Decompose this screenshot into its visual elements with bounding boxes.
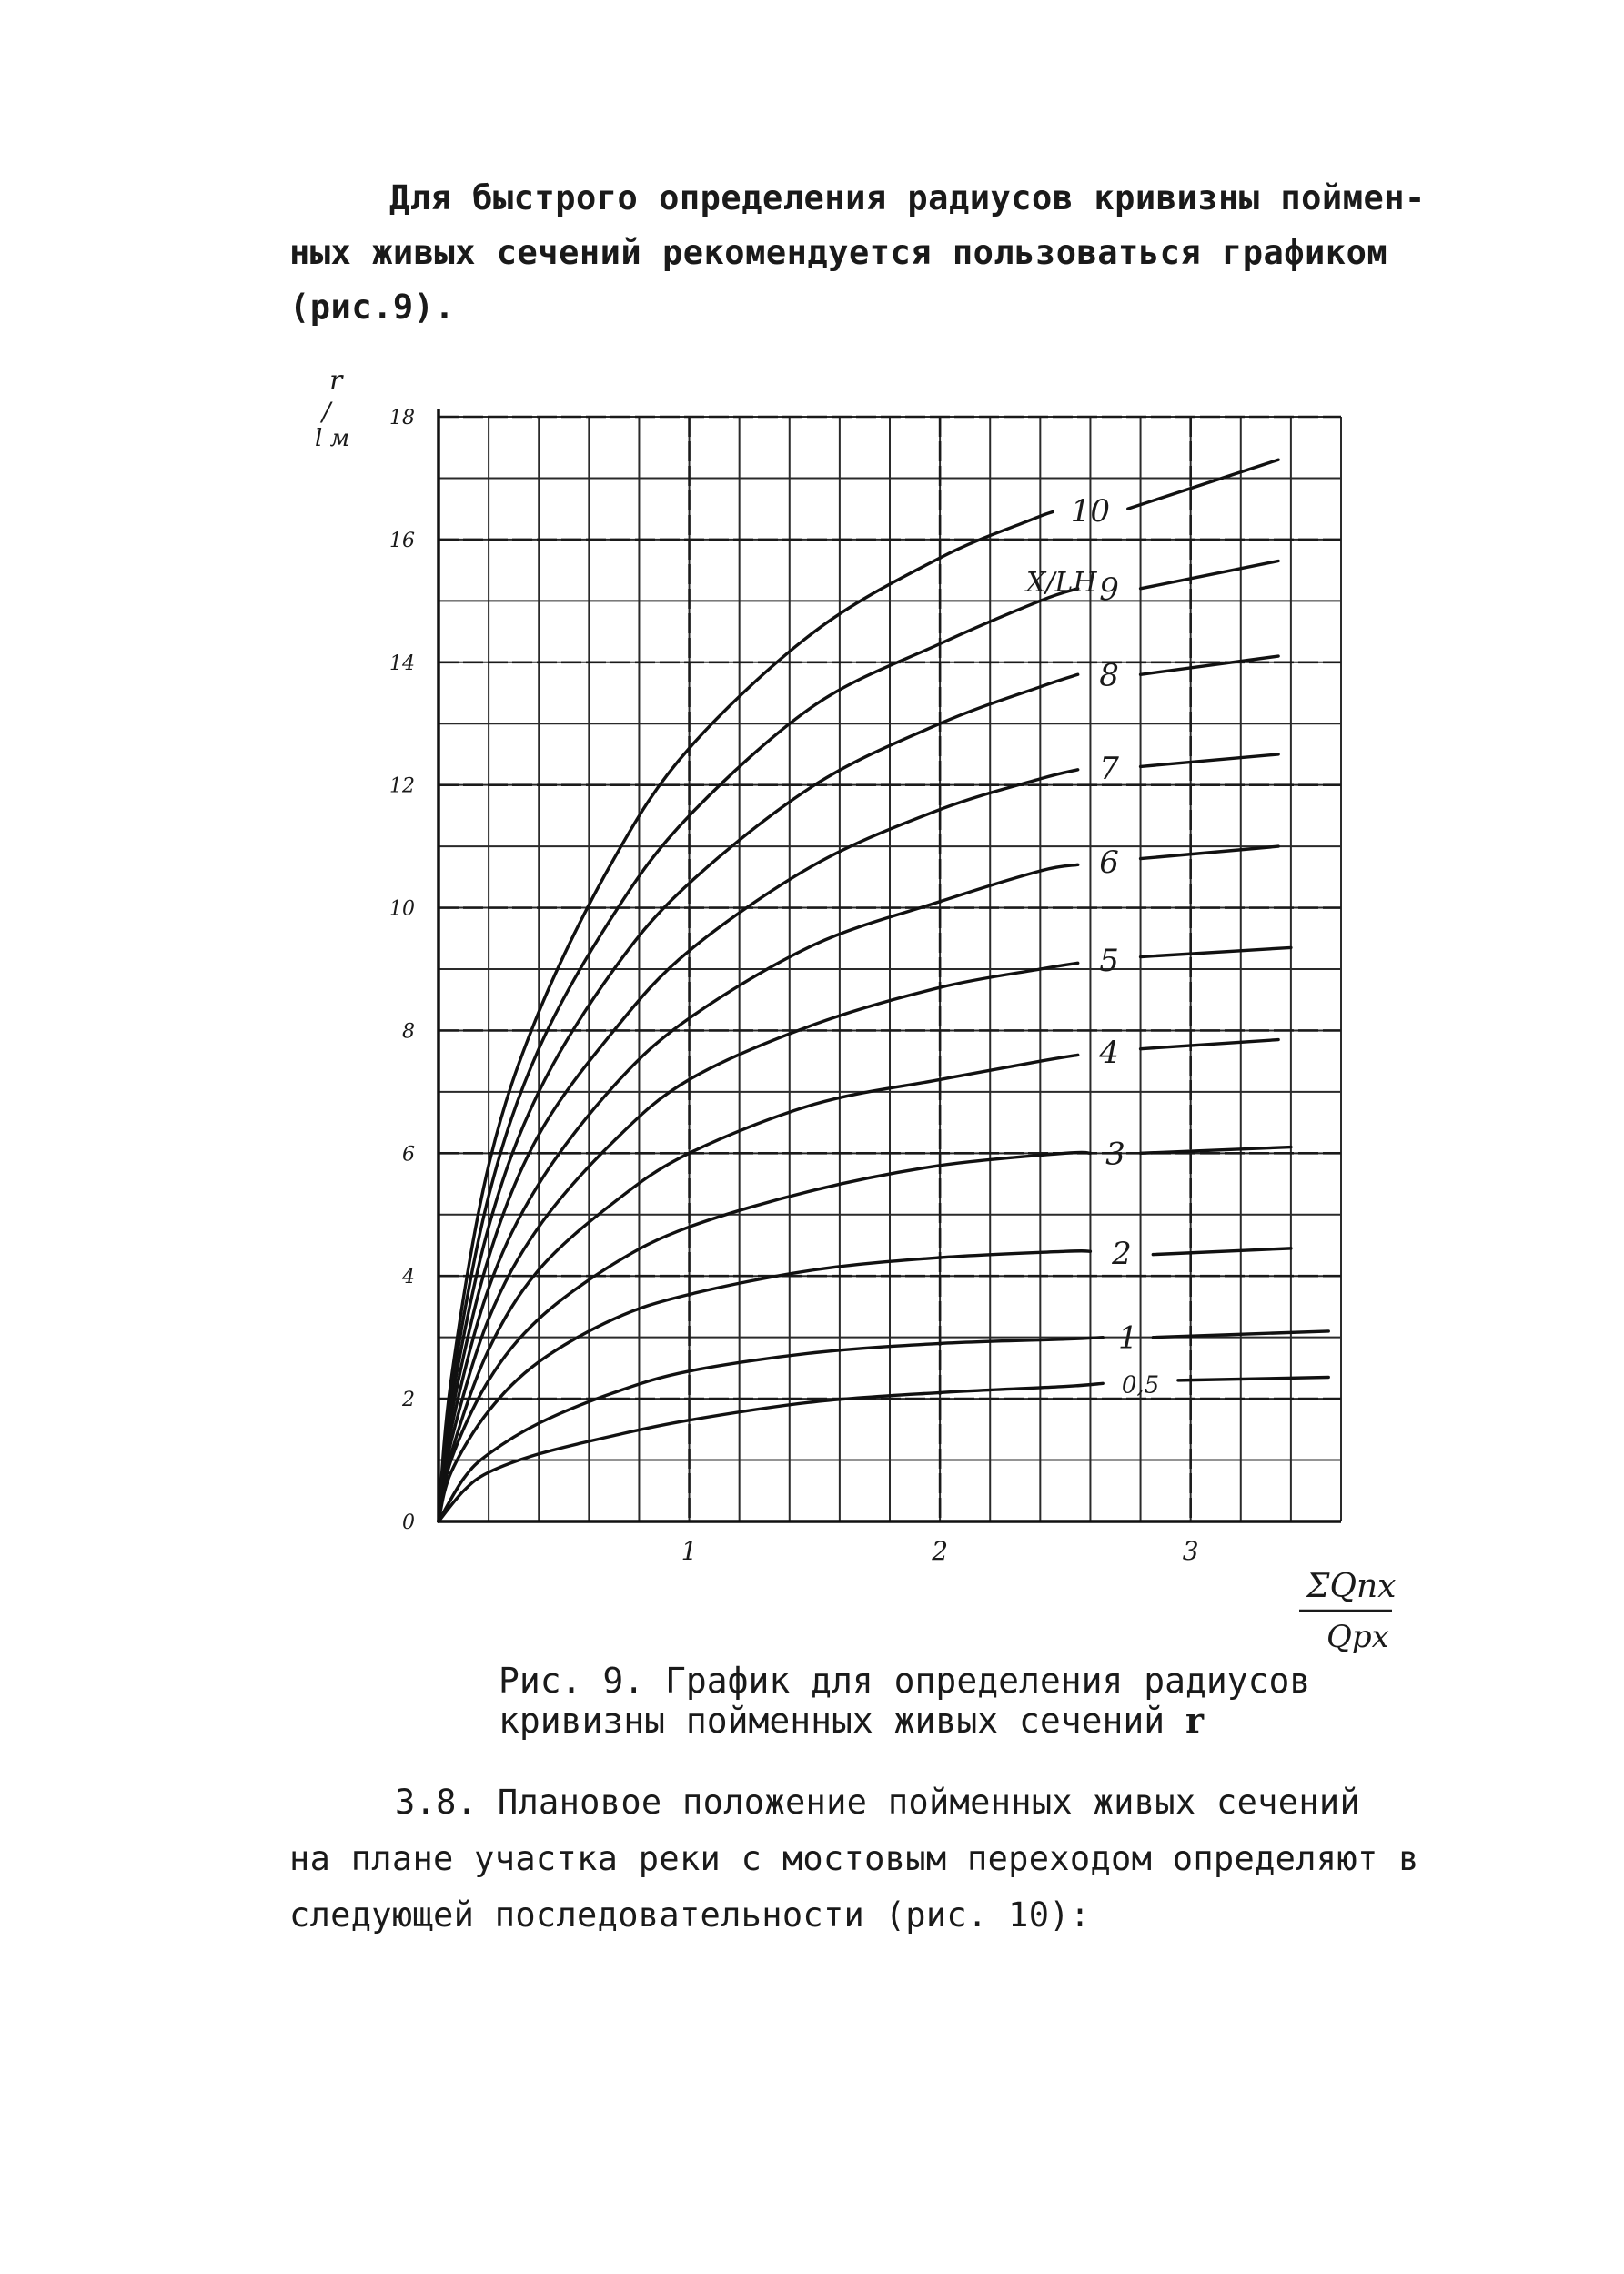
series-tail-7 [1141,754,1279,766]
series-label-8: 8 [1099,657,1119,694]
series-label-9: 9 [1099,571,1119,608]
y-tick-label: 18 [389,407,415,430]
series-line-6 [439,864,1078,1521]
series-label-5: 5 [1099,942,1119,979]
x-tick-label: 1 [681,1536,698,1566]
series-line-4 [439,1055,1078,1521]
caption-line-2-text: кривизны пойменных живых сечений [499,1701,1165,1741]
series-tail-5 [1141,947,1291,956]
y-tick-label: 8 [402,1020,415,1044]
body-paragraph [289,1774,1472,1944]
y-axis-label-top: r [329,365,343,397]
series-line-8 [439,674,1078,1521]
y-tick-label: 14 [389,652,415,675]
x-axis-label-denominator: Qрх [1326,1619,1389,1655]
caption-line-1: Рис. 9. График для определения радиусов [499,1661,1311,1701]
series-line-2 [439,1251,1090,1521]
body-line-2: на плане участка реки с мостовым переходом определяют в [289,1839,1419,1878]
y-axis-label-unit: l м [315,425,350,452]
y-tick-label: 12 [389,774,415,798]
intro-line-2: ных живых сечений рекомендуется пользоваться графиком [289,233,1388,272]
body-line-3: следующей последовательности (рис. 10): [289,1895,1091,1935]
y-tick-label: 6 [402,1143,415,1167]
series-tail-6 [1141,846,1279,858]
intro-line-3: (рис.9). [289,288,456,327]
y-tick-label: 4 [402,1266,415,1289]
x-tick-label: 2 [932,1536,949,1566]
series-label-10: 10 [1070,492,1111,530]
series-tail-4 [1141,1040,1279,1049]
series-tail-8 [1141,656,1279,674]
series-tail-2 [1153,1248,1291,1255]
x-tick-label: 3 [1182,1536,1199,1566]
series-line-9 [439,589,1078,1521]
intro-line-1: Для быстрого определения радиусов кривизны поймен- [389,178,1426,217]
series-line-5 [439,963,1078,1521]
figure-caption [499,1661,1408,1741]
series-label-7: 7 [1099,751,1119,788]
series-label-3: 3 [1105,1136,1125,1173]
series-label-1: 1 [1117,1319,1138,1357]
y-tick-label: 0 [402,1511,415,1534]
parameter-label: X/LH [1026,567,1097,599]
series-tail-0-5 [1178,1378,1328,1380]
series-label-4: 4 [1099,1035,1119,1072]
series-label-2: 2 [1112,1235,1132,1272]
x-axis-label-numerator: ΣQпх [1306,1568,1397,1605]
y-tick-label: 2 [402,1389,415,1412]
series-label-6: 6 [1099,844,1119,881]
series-label-0-5: 0,5 [1121,1371,1160,1400]
body-line-1: 3.8. Плановое положение пойменных живых сечений [395,1783,1361,1822]
series-tail-9 [1141,561,1279,588]
caption-symbol: r [1185,1700,1205,1741]
series-layer [439,460,1328,1521]
y-tick-label: 10 [389,897,415,921]
caption-line-2 [499,1701,1408,1741]
y-axis-label-mid: / [322,397,331,427]
series-tail-10 [1128,460,1278,509]
y-tick-label: 16 [389,529,415,552]
